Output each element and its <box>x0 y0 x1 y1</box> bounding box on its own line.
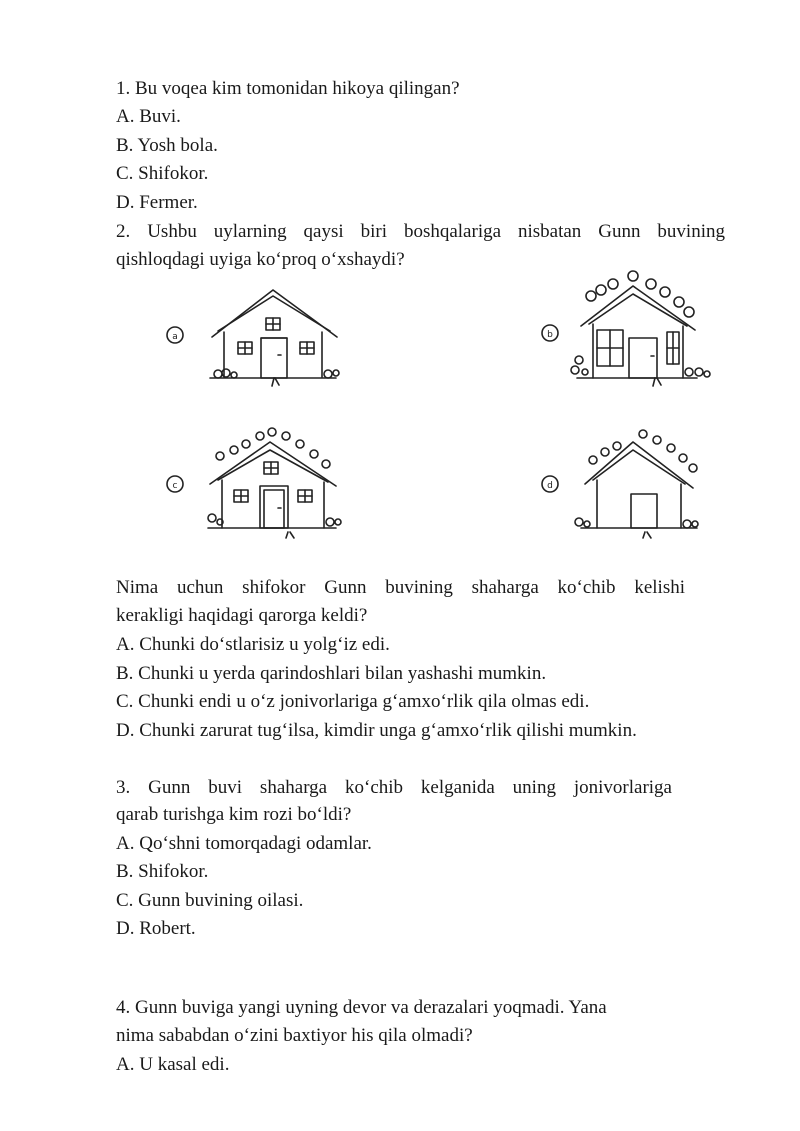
q1-option-d: D. Fermer. <box>116 192 198 213</box>
q2-question-line2: qishloqdagi uyiga ko‘proq o‘xshaydi? <box>116 249 405 270</box>
q1-option-b: B. Yosh bola. <box>116 135 218 156</box>
q-why-question-line2: kerakligi haqidagi qarorga keldi? <box>116 605 368 626</box>
house-option-c <box>160 424 360 544</box>
q-why-option-a: A. Chunki do‘stlarisiz u yolg‘iz edi. <box>116 634 390 655</box>
q4-option-a: A. U kasal edi. <box>116 1054 230 1075</box>
q-why-option-b: B. Chunki u yerda qarindoshlari bilan yashashi mumkin. <box>116 663 547 684</box>
q4-question-line1: 4. Gunn buviga yangi uyning devor va derazalari yoqmadi. Yana <box>116 997 607 1018</box>
q3-option-d: D. Robert. <box>116 918 196 939</box>
q1-option-c: C. Shifokor. <box>116 163 209 184</box>
house-option-a <box>160 282 360 392</box>
q-why-option-d: D. Chunki zarurat tug‘ilsa, kimdir unga g‘amxo‘rlik qilishi mumkin. <box>116 720 637 741</box>
q-why-option-c: C. Chunki endi u o‘z jonivorlariga g‘amxo‘rlik qila olmas edi. <box>116 691 590 712</box>
house-option-d <box>533 424 723 549</box>
q1-question: 1. Bu voqea kim tomonidan hikoya qilingan? <box>116 78 460 99</box>
q3-option-a: A. Qo‘shni tomorqadagi odamlar. <box>116 833 372 854</box>
house-option-b <box>533 268 723 393</box>
q2-question-line1: 2. Ushbu uylarning qaysi biri boshqalariga nisbatan Gunn buvining <box>116 221 725 242</box>
q3-option-b: B. Shifokor. <box>116 861 209 882</box>
house-c-label: c <box>172 481 178 491</box>
q-why-question-line1: Nima uchun shifokor Gunn buvining shaharga ko‘chib kelishi <box>116 577 685 598</box>
q3-question-line1: 3. Gunn buvi shaharga ko‘chib kelganida uning jonivorlariga <box>116 777 672 798</box>
q3-question-line2: qarab turishga kim rozi bo‘ldi? <box>116 804 352 825</box>
q4-question-line2: nima sababdan o‘zini baxtiyor his qila olmadi? <box>116 1025 473 1046</box>
house-b-label: b <box>547 330 553 340</box>
house-d-label: d <box>547 481 553 491</box>
q1-option-a: A. Buvi. <box>116 106 181 127</box>
house-a-label: a <box>172 332 178 342</box>
q3-option-c: C. Gunn buvining oilasi. <box>116 890 304 911</box>
